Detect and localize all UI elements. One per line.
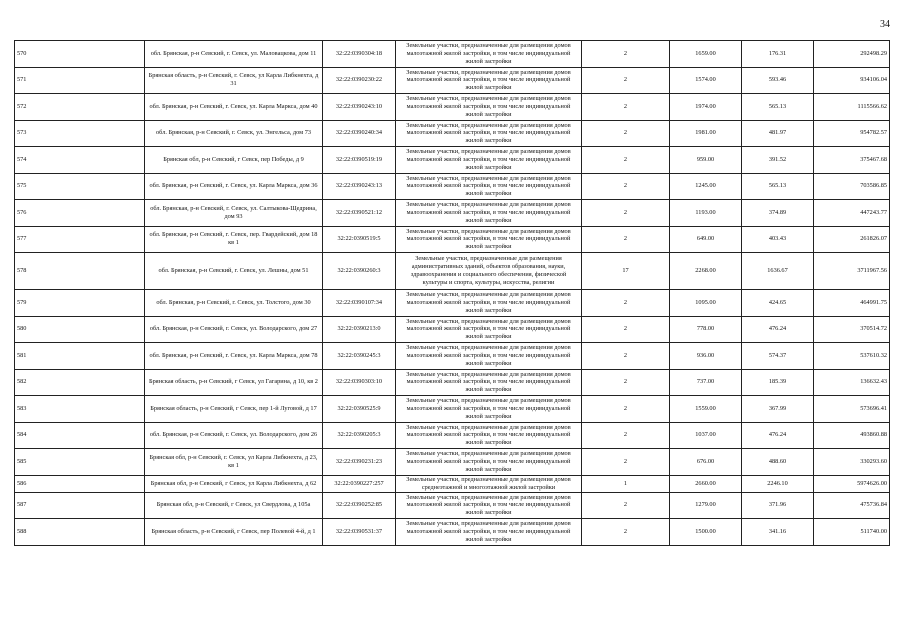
land-use-cell: Земельные участки, предназначенные для размещения домов малоэтажной жилой застройки, в том числе индивидуальной жилой застройки [396, 200, 582, 227]
table-row [15, 492, 890, 519]
cadastral-cost-cell: 447243.77 [814, 200, 890, 227]
specific-value-cell: 367.99 [742, 396, 814, 423]
cadastral-number-cell: 32:22:0390243:13 [323, 173, 396, 200]
area-cell: 1659.00 [670, 41, 742, 68]
group-code-cell: 2 [582, 369, 670, 396]
table-row [15, 200, 890, 227]
specific-value-cell: 403.43 [742, 226, 814, 253]
area-cell: 737.00 [670, 369, 742, 396]
row-number: 585 [15, 449, 145, 476]
table-row [15, 396, 890, 423]
group-code-cell: 2 [582, 492, 670, 519]
cadastral-cost-cell: 934106.04 [814, 67, 890, 94]
row-number: 581 [15, 343, 145, 370]
land-use-cell: Земельные участки, предназначенные для размещения домов малоэтажной жилой застройки, в том числе индивидуальной жилой застройки [396, 173, 582, 200]
row-number: 571 [15, 67, 145, 94]
cadastral-number-cell: 32:22:0390227:257 [323, 475, 396, 492]
row-number: 575 [15, 173, 145, 200]
group-code-cell: 2 [582, 396, 670, 423]
table-row [15, 147, 890, 174]
table-row [15, 41, 890, 68]
address-cell: обл. Брянская, р-н Севский, г. Севск, пер. Гвардейский, дом 18 кв 1 [145, 226, 323, 253]
row-number: 577 [15, 226, 145, 253]
area-cell: 1245.00 [670, 173, 742, 200]
table-row [15, 67, 890, 94]
specific-value-cell: 565.13 [742, 173, 814, 200]
address-cell: Брянская обл, р-н Севский, г Севск, ул Карла Либкнехта, д 62 [145, 475, 323, 492]
specific-value-cell: 424.65 [742, 290, 814, 317]
table-row [15, 290, 890, 317]
address-cell: Брянская область, р-н Севский, г. Севск, ул Карла Либкнехта, д 31 [145, 67, 323, 94]
address-cell: обл. Брянская, р-н Севский, г. Севск, ул. Лешны, дом 51 [145, 253, 323, 290]
cadastral-cost-cell: 136632.43 [814, 369, 890, 396]
specific-value-cell: 593.46 [742, 67, 814, 94]
row-number: 586 [15, 475, 145, 492]
cadastral-cost-cell: 330293.60 [814, 449, 890, 476]
cadastral-number-cell: 32:22:0390240:34 [323, 120, 396, 147]
address-cell: Брянская обл, р-н Севский, г Севск, пер Победы, д 9 [145, 147, 323, 174]
cadastral-number-cell: 32:22:0390243:10 [323, 94, 396, 121]
row-number: 584 [15, 422, 145, 449]
cadastral-cost-cell: 511740.00 [814, 519, 890, 546]
area-cell: 1559.00 [670, 396, 742, 423]
specific-value-cell: 565.13 [742, 94, 814, 121]
land-use-cell: Земельные участки, предназначенные для размещения домов малоэтажной жилой застройки, в том числе индивидуальной жилой застройки [396, 316, 582, 343]
table-row [15, 316, 890, 343]
row-number: 582 [15, 369, 145, 396]
area-cell: 2660.00 [670, 475, 742, 492]
group-code-cell: 1 [582, 475, 670, 492]
specific-value-cell: 176.31 [742, 41, 814, 68]
cadastral-cost-cell: 1115566.62 [814, 94, 890, 121]
area-cell: 649.00 [670, 226, 742, 253]
area-cell: 778.00 [670, 316, 742, 343]
specific-value-cell: 476.24 [742, 422, 814, 449]
land-use-cell: Земельные участки, предназначенные для размещения домов малоэтажной жилой застройки, в том числе индивидуальной жилой застройки [396, 94, 582, 121]
row-number: 580 [15, 316, 145, 343]
specific-value-cell: 488.60 [742, 449, 814, 476]
area-cell: 1500.00 [670, 519, 742, 546]
area-cell: 1981.00 [670, 120, 742, 147]
group-code-cell: 2 [582, 290, 670, 317]
row-number: 578 [15, 253, 145, 290]
table-row [15, 422, 890, 449]
group-code-cell: 2 [582, 67, 670, 94]
cadastral-value-table [14, 40, 890, 546]
land-use-cell: Земельные участки, предназначенные для размещения домов малоэтажной жилой застройки, в том числе индивидуальной жилой застройки [396, 449, 582, 476]
cadastral-number-cell: 32:22:0390304:18 [323, 41, 396, 68]
cadastral-cost-cell: 537610.32 [814, 343, 890, 370]
specific-value-cell: 341.16 [742, 519, 814, 546]
group-code-cell: 2 [582, 343, 670, 370]
area-cell: 1574.00 [670, 67, 742, 94]
land-use-cell: Земельные участки, предназначенные для размещения домов малоэтажной жилой застройки, в том числе индивидуальной жилой застройки [396, 290, 582, 317]
land-use-cell: Земельные участки, предназначенные для размещения домов малоэтажной жилой застройки, в том числе индивидуальной жилой застройки [396, 226, 582, 253]
table-row [15, 343, 890, 370]
specific-value-cell: 374.89 [742, 200, 814, 227]
group-code-cell: 17 [582, 253, 670, 290]
cadastral-cost-cell: 703586.85 [814, 173, 890, 200]
cadastral-cost-cell: 475736.84 [814, 492, 890, 519]
land-use-cell: Земельные участки, предназначенные для размещения домов малоэтажной жилой застройки, в том числе индивидуальной жилой застройки [396, 369, 582, 396]
address-cell: Брянская область, р-н Севский, г Севск, пер 1-й Луговой, д 17 [145, 396, 323, 423]
cadastral-cost-cell: 573696.41 [814, 396, 890, 423]
row-number: 573 [15, 120, 145, 147]
cadastral-cost-cell: 493860.88 [814, 422, 890, 449]
cadastral-cost-cell: 5974626.00 [814, 475, 890, 492]
group-code-cell: 2 [582, 173, 670, 200]
land-use-cell: Земельные участки, предназначенные для размещения домов малоэтажной жилой застройки, в том числе индивидуальной жилой застройки [396, 147, 582, 174]
page-number: 34 [880, 19, 890, 30]
group-code-cell: 2 [582, 200, 670, 227]
cadastral-number-cell: 32:22:0390519:19 [323, 147, 396, 174]
table-row [15, 94, 890, 121]
specific-value-cell: 1636.67 [742, 253, 814, 290]
cadastral-cost-cell: 370514.72 [814, 316, 890, 343]
row-number: 572 [15, 94, 145, 121]
area-cell: 936.00 [670, 343, 742, 370]
group-code-cell: 2 [582, 94, 670, 121]
table-row [15, 475, 890, 492]
address-cell: обл. Брянская, р-н Севский, г. Севск, ул. Володарского, дом 27 [145, 316, 323, 343]
cadastral-cost-cell: 292498.29 [814, 41, 890, 68]
area-cell: 2268.00 [670, 253, 742, 290]
address-cell: Брянская область, р-н Севский, г Севск, ул Гагарина, д 10, кв 2 [145, 369, 323, 396]
row-number: 576 [15, 200, 145, 227]
cadastral-number-cell: 32:22:0390521:12 [323, 200, 396, 227]
row-number: 570 [15, 41, 145, 68]
address-cell: Брянская обл, р-н Севский, г. Севск, ул Карла Либкнехта, д 23, кв 1 [145, 449, 323, 476]
table-row [15, 173, 890, 200]
row-number: 588 [15, 519, 145, 546]
specific-value-cell: 2246.10 [742, 475, 814, 492]
group-code-cell: 2 [582, 41, 670, 68]
land-use-cell: Земельные участки, предназначенные для размещения домов малоэтажной жилой застройки, в том числе индивидуальной жилой застройки [396, 519, 582, 546]
address-cell: обл. Брянская, р-н Севский, г. Севск, ул. Карла Маркса, дом 40 [145, 94, 323, 121]
land-use-cell: Земельные участки, предназначенные для размещения домов малоэтажной жилой застройки, в том числе индивидуальной жилой застройки [396, 41, 582, 68]
address-cell: обл. Брянская, р-н Севский, г. Севск, ул. Салтыкова-Щедрина, дом 93 [145, 200, 323, 227]
table-row [15, 519, 890, 546]
row-number: 574 [15, 147, 145, 174]
land-use-cell: Земельные участки, предназначенные для размещения домов малоэтажной жилой застройки, в том числе индивидуальной жилой застройки [396, 343, 582, 370]
land-use-cell: Земельные участки, предназначенные для размещения домов малоэтажной жилой застройки, в том числе индивидуальной жилой застройки [396, 492, 582, 519]
cadastral-number-cell: 32:22:0390303:10 [323, 369, 396, 396]
area-cell: 1193.00 [670, 200, 742, 227]
area-cell: 1974.00 [670, 94, 742, 121]
area-cell: 959.00 [670, 147, 742, 174]
cadastral-number-cell: 32:22:0390213:0 [323, 316, 396, 343]
specific-value-cell: 481.97 [742, 120, 814, 147]
specific-value-cell: 391.52 [742, 147, 814, 174]
specific-value-cell: 185.39 [742, 369, 814, 396]
address-cell: обл. Брянская, р-н Севский, г. Севск, ул. Карла Маркса, дом 36 [145, 173, 323, 200]
cadastral-number-cell: 32:22:0390519:5 [323, 226, 396, 253]
land-use-cell: Земельные участки, предназначенные для размещения домов малоэтажной жилой застройки, в том числе индивидуальной жилой застройки [396, 67, 582, 94]
address-cell: обл. Брянская, р-н Севский, г. Севск, ул. Толстого, дом 30 [145, 290, 323, 317]
land-use-cell: Земельные участки, предназначенные для размещения административных зданий, объектов образования, науки, здравоохранения и социального обеспечения, физической культуры и спорта, культуры, искусства, религии [396, 253, 582, 290]
cadastral-number-cell: 32:22:0390107:34 [323, 290, 396, 317]
group-code-cell: 2 [582, 449, 670, 476]
cadastral-cost-cell: 3711967.56 [814, 253, 890, 290]
table-row [15, 369, 890, 396]
address-cell: Брянская обл, р-н Севский, г Севск, ул Свердлова, д 105а [145, 492, 323, 519]
address-cell: Брянская область, р-н Севский, г Севск, пер Полевой 4-й, д 1 [145, 519, 323, 546]
cadastral-number-cell: 32:22:0390260:3 [323, 253, 396, 290]
land-use-cell: Земельные участки, предназначенные для размещения домов среднеэтажной и многоэтажной жилой застройки [396, 475, 582, 492]
group-code-cell: 2 [582, 147, 670, 174]
group-code-cell: 2 [582, 316, 670, 343]
land-use-cell: Земельные участки, предназначенные для размещения домов малоэтажной жилой застройки, в том числе индивидуальной жилой застройки [396, 396, 582, 423]
cadastral-number-cell: 32:22:0390525:9 [323, 396, 396, 423]
row-number: 579 [15, 290, 145, 317]
specific-value-cell: 371.96 [742, 492, 814, 519]
row-number: 583 [15, 396, 145, 423]
specific-value-cell: 574.37 [742, 343, 814, 370]
address-cell: обл. Брянская, р-н Севский, г. Севск, ул. Энгельса, дом 73 [145, 120, 323, 147]
cadastral-cost-cell: 261826.07 [814, 226, 890, 253]
area-cell: 1279.00 [670, 492, 742, 519]
cadastral-cost-cell: 954782.57 [814, 120, 890, 147]
area-cell: 1095.00 [670, 290, 742, 317]
cadastral-number-cell: 32:22:0390531:37 [323, 519, 396, 546]
area-cell: 1037.00 [670, 422, 742, 449]
group-code-cell: 2 [582, 519, 670, 546]
address-cell: обл. Брянская, р-н Севский, г. Севск, ул. Карла Маркса, дом 78 [145, 343, 323, 370]
cadastral-number-cell: 32:22:0390230:22 [323, 67, 396, 94]
table-row [15, 449, 890, 476]
row-number: 587 [15, 492, 145, 519]
address-cell: обл. Брянская, р-н Севский, г. Севск, ул. Володарского, дом 26 [145, 422, 323, 449]
address-cell: обл. Брянская, р-н Севский, г. Севск, ул. Маловацкова, дом 11 [145, 41, 323, 68]
cadastral-number-cell: 32:22:0390252:85 [323, 492, 396, 519]
cadastral-cost-cell: 464991.75 [814, 290, 890, 317]
land-use-cell: Земельные участки, предназначенные для размещения домов малоэтажной жилой застройки, в том числе индивидуальной жилой застройки [396, 422, 582, 449]
table-body [15, 41, 890, 546]
group-code-cell: 2 [582, 120, 670, 147]
area-cell: 676.00 [670, 449, 742, 476]
table-row [15, 253, 890, 290]
cadastral-number-cell: 32:22:0390245:3 [323, 343, 396, 370]
land-use-cell: Земельные участки, предназначенные для размещения домов малоэтажной жилой застройки, в том числе индивидуальной жилой застройки [396, 120, 582, 147]
group-code-cell: 2 [582, 226, 670, 253]
cadastral-number-cell: 32:22:0390205:3 [323, 422, 396, 449]
group-code-cell: 2 [582, 422, 670, 449]
table-row [15, 226, 890, 253]
cadastral-number-cell: 32:22:0390231:23 [323, 449, 396, 476]
cadastral-cost-cell: 375467.68 [814, 147, 890, 174]
table-row [15, 120, 890, 147]
specific-value-cell: 476.24 [742, 316, 814, 343]
